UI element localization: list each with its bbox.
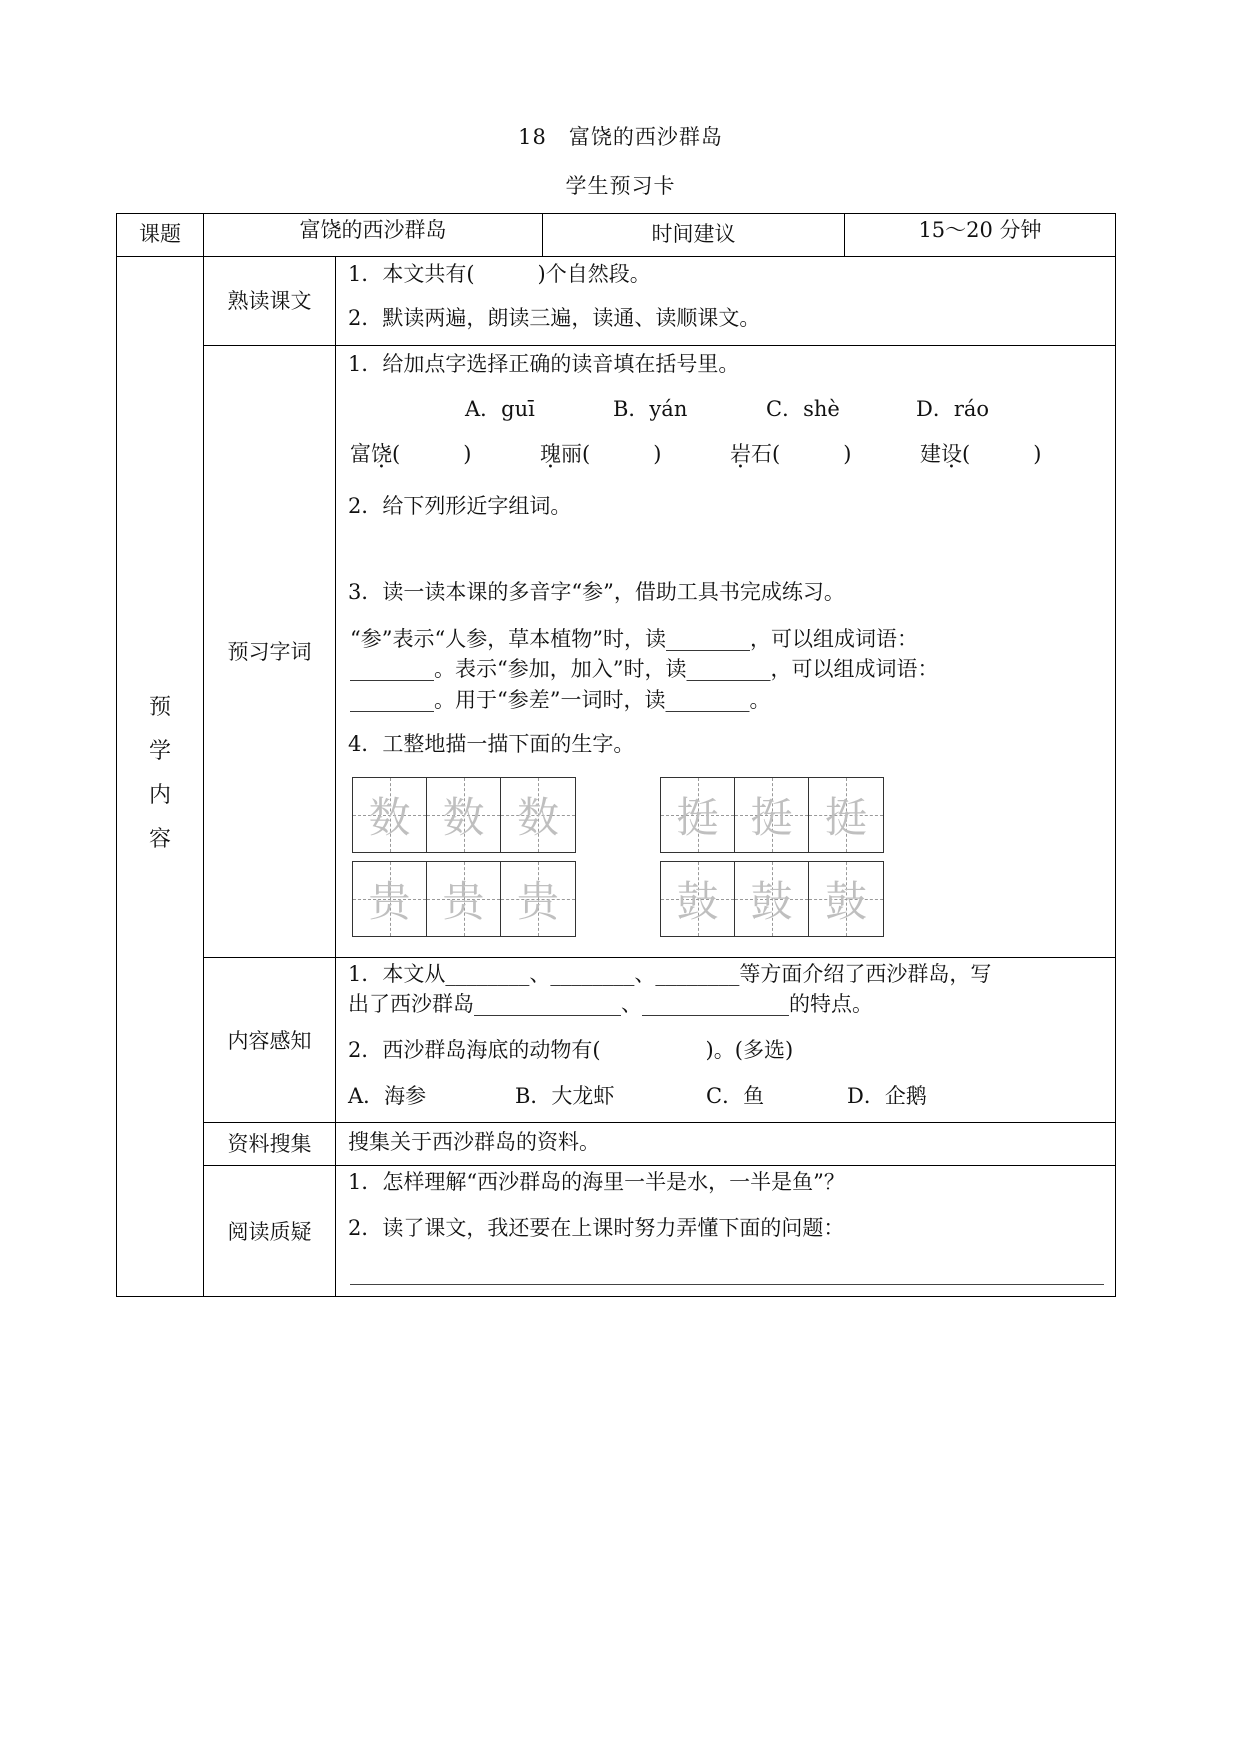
trace-cell[interactable]: 数 xyxy=(353,778,427,852)
content-q1-line1: 1．本文从________、________、________等方面介绍了西沙群岛，写 xyxy=(348,962,992,986)
section-label-question: 阅读质疑 xyxy=(227,1220,312,1244)
section-label-collect: 资料搜集 xyxy=(227,1132,312,1156)
question-q1: 1．怎样理解“西沙群岛的海里一半是水，一半是鱼”？ xyxy=(348,1170,845,1194)
trace-cell[interactable]: 鼓 xyxy=(809,862,883,936)
section-label-read: 熟读课文 xyxy=(227,289,312,313)
trace-cell[interactable]: 贵 xyxy=(427,862,501,936)
content-option-a: A．海参 xyxy=(348,1084,427,1108)
option-a: A．guī xyxy=(465,397,535,421)
words-q3: 3．读一读本课的多音字“参”，借助工具书完成练习。 xyxy=(348,580,845,604)
content-q1-line2: 出了西沙群岛______________、______________的特点。 xyxy=(348,992,873,1016)
pron-word-2: 瑰丽( ) xyxy=(540,442,662,466)
trace-grid-ting xyxy=(660,777,884,853)
option-c: C．shè xyxy=(766,397,840,421)
section-label-words: 预习字词 xyxy=(227,640,312,664)
content-option-b: B．大龙虾 xyxy=(515,1084,615,1108)
trace-cell[interactable]: 数 xyxy=(427,778,501,852)
collect-text: 搜集关于西沙群岛的资料。 xyxy=(348,1130,600,1154)
topic-value: 富饶的西沙群岛 xyxy=(299,218,447,242)
read-item-2: 2．默读两遍，朗读三遍，读通、读顺课文。 xyxy=(348,306,761,330)
time-value: 15～20 分钟 xyxy=(918,218,1042,242)
lesson-title xyxy=(0,121,1241,151)
topic-label: 课题 xyxy=(139,222,181,246)
words-q4: 4．工整地描一描下面的生字。 xyxy=(348,732,635,756)
content-q2: 2．西沙群岛海底的动物有( )。(多选) xyxy=(348,1038,794,1062)
trace-cell[interactable]: 挺 xyxy=(661,778,735,852)
lesson-number: 18 xyxy=(518,125,547,149)
trace-cell[interactable]: 贵 xyxy=(501,862,575,936)
trace-cell[interactable]: 数 xyxy=(501,778,575,852)
trace-grid-shu xyxy=(352,777,576,853)
trace-cell[interactable]: 贵 xyxy=(353,862,427,936)
words-q3-line1: “参”表示“人参，草本植物”时，读________，可以组成词语： xyxy=(350,627,918,651)
trace-cell[interactable]: 鼓 xyxy=(735,862,809,936)
content-option-d: D．企鹅 xyxy=(847,1084,927,1108)
words-q1: 1．给加点字选择正确的读音填在括号里。 xyxy=(348,352,740,376)
trace-cell[interactable]: 鼓 xyxy=(661,862,735,936)
lesson-title-text: 富饶的西沙群岛 xyxy=(568,125,723,149)
option-b: B．yán xyxy=(613,397,688,421)
words-q2: 2．给下列形近字组词。 xyxy=(348,494,572,518)
words-q3-line2: ________。表示“参加，加入”时，读________，可以组成词语： xyxy=(350,657,939,681)
pron-word-4: 建设( ) xyxy=(920,442,1042,466)
read-item-1: 1．本文共有( )个自然段。 xyxy=(348,262,651,286)
trace-grid-gui xyxy=(352,861,576,937)
side-label: 预 学 内 容 xyxy=(148,695,171,852)
trace-cell[interactable]: 挺 xyxy=(735,778,809,852)
words-q3-line3: ________。用于“参差”一词时，读________。 xyxy=(350,688,771,712)
page-subtitle: 学生预习卡 xyxy=(565,174,676,198)
trace-cell[interactable]: 挺 xyxy=(809,778,883,852)
question-q2: 2．读了课文，我还要在上课时努力弄懂下面的问题： xyxy=(348,1216,845,1240)
answer-line[interactable] xyxy=(350,1284,1104,1285)
time-label: 时间建议 xyxy=(651,222,736,246)
option-d: D．ráo xyxy=(916,397,990,421)
pron-word-1: 富饶( ) xyxy=(350,442,472,466)
section-label-content: 内容感知 xyxy=(227,1029,312,1053)
pron-word-3: 岩石( ) xyxy=(730,442,852,466)
trace-grid-gu xyxy=(660,861,884,937)
content-option-c: C．鱼 xyxy=(706,1084,765,1108)
